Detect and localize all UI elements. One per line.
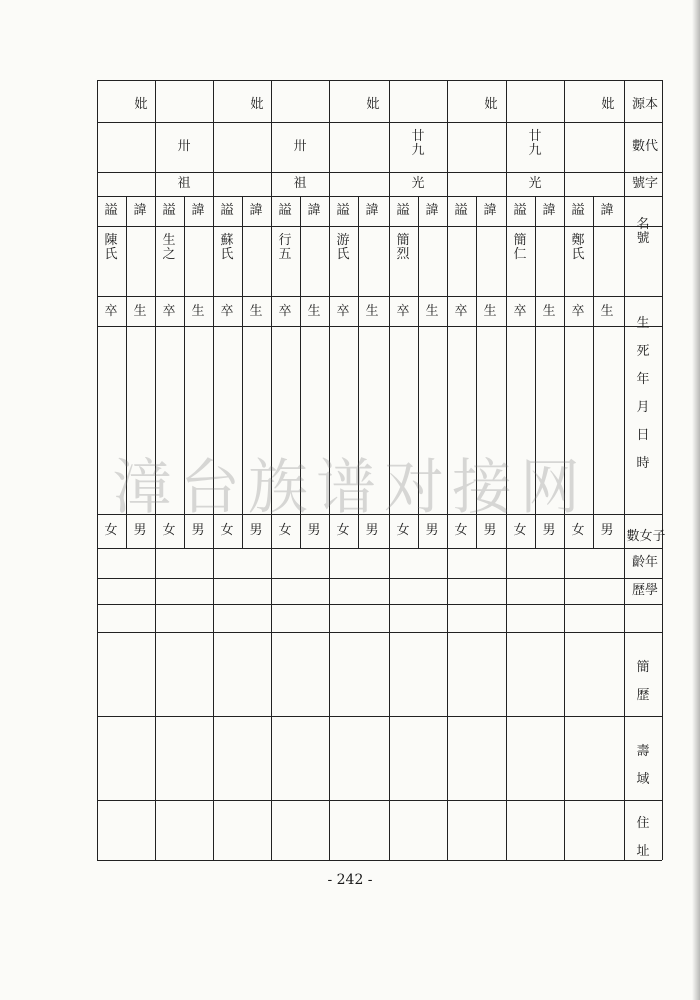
ruling-line-h — [97, 632, 662, 633]
son-label: 男 — [600, 523, 614, 538]
generation-label: 卅 — [293, 139, 307, 154]
source-label: 妣 — [366, 97, 380, 112]
daughter-label: 女 — [396, 523, 410, 538]
birth-label: 生 — [249, 304, 263, 319]
watermark: 漳台族谱对接网 — [112, 453, 588, 523]
ancestor-name: 鄭 氏 — [571, 233, 585, 262]
daughter-label: 女 — [220, 523, 234, 538]
ancestor-name: 行 五 — [278, 233, 292, 262]
posthumous-label: 謚 — [571, 203, 585, 218]
birth-label: 生 — [425, 304, 439, 319]
birth-label: 生 — [133, 304, 147, 319]
daughter-label: 女 — [571, 523, 585, 538]
daughter-label: 女 — [336, 523, 350, 538]
row-label-courtesy: 號字 — [631, 176, 658, 191]
death-label: 卒 — [162, 304, 176, 319]
ancestor-name: 蘇 氏 — [220, 233, 234, 262]
taboo-label: 諱 — [249, 203, 263, 218]
daughter-label: 女 — [104, 523, 118, 538]
daughter-label: 女 — [513, 523, 527, 538]
son-label: 男 — [133, 523, 147, 538]
row-label-resume: 簡 歷 — [636, 660, 650, 703]
row-label-education: 歷學 — [631, 583, 658, 598]
ancestor-name: 簡 烈 — [396, 233, 410, 262]
taboo-label: 諱 — [133, 203, 147, 218]
death-label: 卒 — [336, 304, 350, 319]
generation-label: 卅 — [177, 139, 191, 154]
source-label: 妣 — [250, 97, 264, 112]
birth-label: 生 — [483, 304, 497, 319]
ruling-line-h — [97, 604, 662, 605]
posthumous-label: 謚 — [162, 203, 176, 218]
courtesy-label: 祖 — [293, 176, 307, 191]
death-label: 卒 — [220, 304, 234, 319]
son-label: 男 — [365, 523, 379, 538]
birth-label: 生 — [365, 304, 379, 319]
ruling-line-h — [97, 196, 662, 197]
ruling-line-h — [97, 122, 662, 123]
ruling-line-h — [97, 860, 662, 861]
birth-label: 生 — [542, 304, 556, 319]
death-label: 卒 — [104, 304, 118, 319]
son-label: 男 — [483, 523, 497, 538]
ancestor-name: 游 氏 — [336, 233, 350, 262]
row-label-generation: 數代 — [631, 139, 658, 154]
generation-label: 廿 九 — [528, 129, 542, 158]
posthumous-label: 謚 — [513, 203, 527, 218]
son-label: 男 — [249, 523, 263, 538]
row-label-name: 名 號 — [636, 217, 650, 246]
scan-edge-shadow — [692, 0, 700, 1000]
posthumous-label: 謚 — [220, 203, 234, 218]
courtesy-label: 祖 — [177, 176, 191, 191]
posthumous-label: 謚 — [396, 203, 410, 218]
courtesy-label: 光 — [411, 176, 425, 191]
ancestor-name: 簡 仁 — [513, 233, 527, 262]
source-label: 妣 — [601, 97, 615, 112]
ruling-line-h — [97, 800, 662, 801]
ruling-line-h — [97, 172, 662, 173]
daughter-label: 女 — [162, 523, 176, 538]
posthumous-label: 謚 — [336, 203, 350, 218]
death-label: 卒 — [396, 304, 410, 319]
death-label: 卒 — [571, 304, 585, 319]
ruling-line-h — [97, 326, 662, 327]
taboo-label: 諱 — [600, 203, 614, 218]
son-label: 男 — [191, 523, 205, 538]
birth-label: 生 — [191, 304, 205, 319]
taboo-label: 諱 — [365, 203, 379, 218]
ruling-line-h — [97, 548, 662, 549]
ruling-line-h — [97, 80, 662, 81]
page-number: - 242 - — [327, 872, 373, 888]
birth-label: 生 — [307, 304, 321, 319]
source-label: 妣 — [134, 97, 148, 112]
row-label-source: 源本 — [631, 97, 658, 112]
ancestor-name: 陳 氏 — [104, 233, 118, 262]
posthumous-label: 謚 — [454, 203, 468, 218]
courtesy-label: 光 — [528, 176, 542, 191]
row-label-children: 數女子 — [626, 529, 666, 544]
taboo-label: 諱 — [483, 203, 497, 218]
birth-label: 生 — [600, 304, 614, 319]
ruling-line-h — [97, 296, 662, 297]
ruling-line-h — [97, 716, 662, 717]
ancestor-name: 生 之 — [162, 233, 176, 262]
ruling-line-v — [662, 80, 663, 860]
daughter-label: 女 — [454, 523, 468, 538]
taboo-label: 諱 — [191, 203, 205, 218]
row-label-residence: 住 址 — [636, 816, 650, 859]
ruling-line-v — [624, 80, 625, 860]
daughter-label: 女 — [278, 523, 292, 538]
death-label: 卒 — [454, 304, 468, 319]
death-label: 卒 — [513, 304, 527, 319]
ruling-line-h — [97, 578, 662, 579]
son-label: 男 — [425, 523, 439, 538]
posthumous-label: 謚 — [104, 203, 118, 218]
son-label: 男 — [307, 523, 321, 538]
row-label-burial: 壽 域 — [636, 744, 650, 787]
row-label-birth-death: 生 死 年 月 日 時 — [636, 316, 650, 471]
source-label: 妣 — [484, 97, 498, 112]
ruling-line-h — [97, 226, 662, 227]
row-label-age: 齡年 — [631, 555, 658, 570]
posthumous-label: 謚 — [278, 203, 292, 218]
taboo-label: 諱 — [542, 203, 556, 218]
death-label: 卒 — [278, 304, 292, 319]
taboo-label: 諱 — [307, 203, 321, 218]
son-label: 男 — [542, 523, 556, 538]
taboo-label: 諱 — [425, 203, 439, 218]
generation-label: 廿 九 — [411, 129, 425, 158]
